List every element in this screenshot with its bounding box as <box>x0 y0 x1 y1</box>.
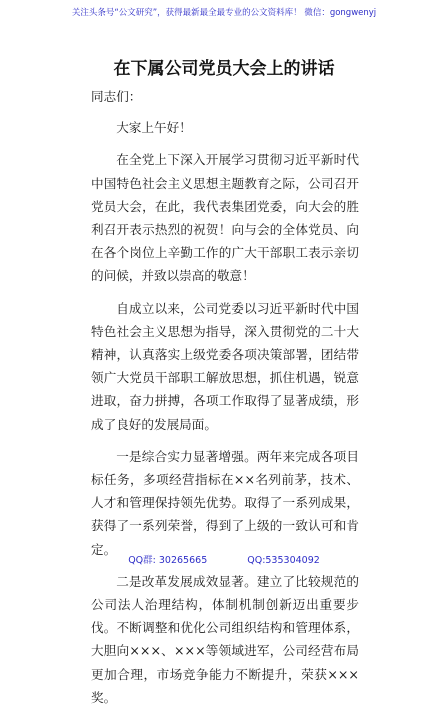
document-title: 在下属公司党员大会上的讲话 <box>113 59 335 79</box>
paragraph: 一是综合实力显著增强。两年来完成各项目标任务，多项经营指标在××名列前茅，技术、人才和管理保持领先优势。取得了一系列成果，获得了一系列荣誉，得到了上级的一致认可和肯定。 <box>91 448 359 557</box>
qq-group-text: QQ群: 30265665 <box>128 555 208 566</box>
document-body <box>91 85 359 718</box>
qq-text: QQ:535304092 <box>247 555 320 566</box>
paragraph: 在全党上下深入开展学习贯彻习近平新时代中国特色社会主义思想主题教育之际，公司召开党员大会，在此，我代表集团党委，向大会的胜利召开表示热烈的祝贺！向与会的全体党员、向在各个岗位上辛勤工作的广大干部职工表示亲切的问候，并致以崇高的敬意！ <box>91 152 359 284</box>
header-note: 关注头条号“公文研究”，获得最新最全最专业的公文资料库！ 微信：gongwenyj <box>71 8 377 18</box>
salutation: 同志们： <box>91 89 142 104</box>
paragraph: 自成立以来，公司党委以习近平新时代中国特色社会主义思想为指导，深入贯彻党的二十大精神，认真落实上级党委各项决策部署，团结带领广大党员干部职工解放思想，抓住机遇，锐意进取，奋力拼搏，各项工作取得了显著成绩，形成了良好的发展局面。 <box>91 300 359 432</box>
paragraph: 二是改革发展成效显著。建立了比较规范的公司法人治理结构，体制机制创新迈出重要步伐。不断调整和优化公司组织结构和管理体系，大胆向×××、×××等领域进军，公司经营布局更加合理，市场竞争能力不断提升，荣获×××奖。 <box>91 573 359 705</box>
greeting: 大家上午好！ <box>116 120 192 136</box>
footer <box>0 552 448 566</box>
